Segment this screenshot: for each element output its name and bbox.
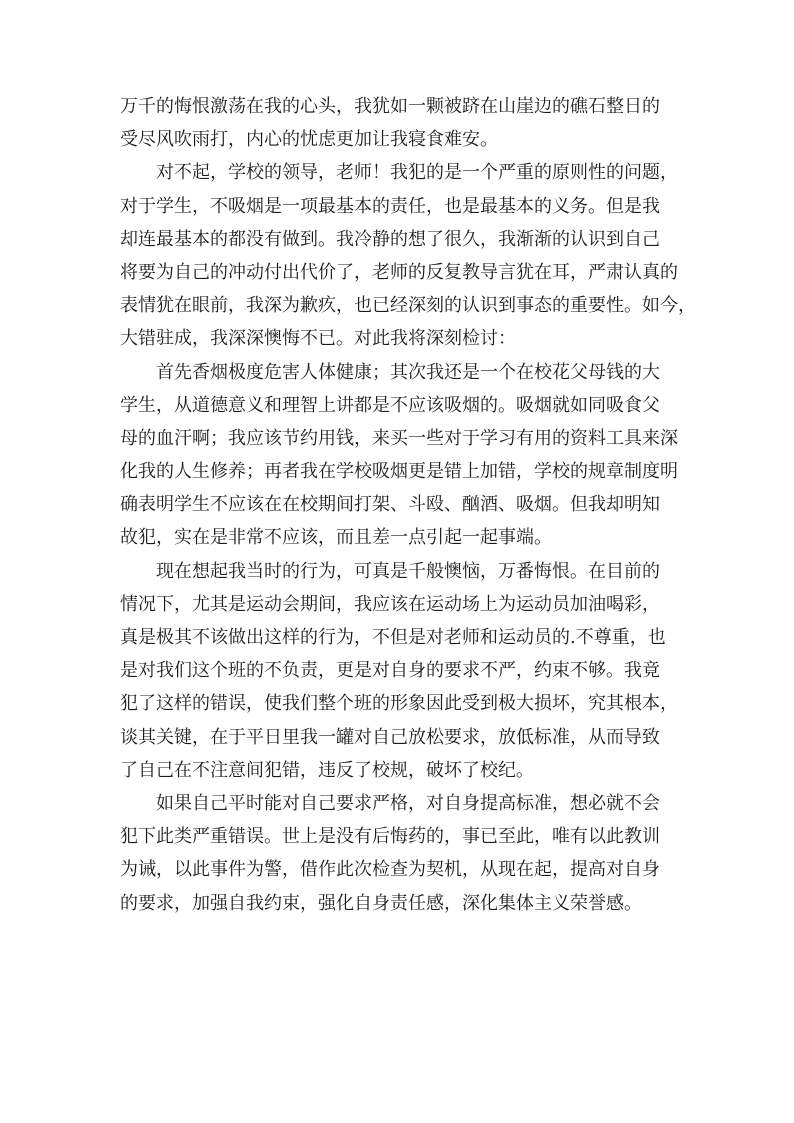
- paragraph-5: [120, 787, 680, 920]
- text-line: 万千的悔恨激荡在我的心头，我犹如一颗被跻在山崖边的礁石整日的: [120, 96, 660, 117]
- text-line: 学生，从道德意义和理智上讲都是不应该吸烟的。吸烟就如同吸食父: [120, 394, 660, 416]
- text-line: 首先香烟极度危害人体健康；其次我还是一个在校花父母钱的大: [156, 361, 660, 383]
- paragraph-4: [120, 555, 680, 787]
- text-line: 受尽风吹雨打，内心的忧虑更加让我寝食难安。: [120, 129, 498, 151]
- text-line: 如果自己平时能对自己要求严格，对自身提高标准，想必就不会: [156, 792, 660, 814]
- text-line: 真是极其不该做出这样的行为，不但是对老师和运动员的.不尊重，也: [120, 627, 666, 648]
- document-body: [120, 90, 696, 920]
- text-line: 了自己在不注意间犯错，违反了校规，破坏了校纪。: [120, 759, 534, 781]
- text-line: 现在想起我当时的行为，可真是千般懊恼，万番悔恨。在目前的: [156, 560, 660, 582]
- text-line: 的要求，加强自我约束，强化自身责任感，深化集体主义荣誉感。: [120, 892, 642, 914]
- text-line: 却连最基本的都没有做到。我冷静的想了很久，我渐渐的认识到自己: [120, 228, 660, 250]
- text-line: 对不起，学校的领导，老师！我犯的是一个严重的原则性的问题，: [156, 162, 678, 184]
- paragraph-1: [120, 90, 680, 156]
- text-line: 确表明学生不应该在在校期间打架、斗殴、酗酒、吸烟。但我却明知: [120, 494, 660, 516]
- paragraph-2: [120, 156, 696, 355]
- text-line: 故犯，实在是非常不应该，而且差一点引起一起事端。: [120, 527, 552, 549]
- text-line: 对于学生，不吸烟是一项最基本的责任，也是最基本的义务。但是我: [120, 195, 660, 217]
- text-line: 情况下，尤其是运动会期间，我应该在运动场上为运动员加油喝彩，: [120, 593, 660, 615]
- text-line: 大错驻成，我深深懊悔不已。对此我将深刻检讨：: [120, 328, 516, 350]
- text-line: 是对我们这个班的不负责，更是对自身的要求不严，约束不够。我竟: [120, 660, 660, 682]
- text-line: 谈其关键，在于平日里我一罐对自己放松要求，放低标准，从而导致: [120, 726, 660, 748]
- paragraph-3: [120, 356, 680, 555]
- text-line: 将要为自己的冲动付出代价了，老师的反复教导言犹在耳，严肃认真的: [120, 261, 678, 283]
- text-line: 表情犹在眼前，我深为歉疚，也已经深刻的认识到事态的重要性。如今，: [120, 295, 696, 317]
- text-line: 犯下此类严重错误。世上是没有后悔药的，事已至此，唯有以此教训: [120, 826, 660, 848]
- text-line: 为诫，以此事件为警，借作此次检查为契机，从现在起，提高对自身: [120, 859, 660, 881]
- text-line: 化我的人生修养；再者我在学校吸烟更是错上加错，学校的规章制度明: [120, 461, 678, 483]
- text-line: 母的血汗啊；我应该节约用钱，来买一些对于学习有用的资料工具来深: [120, 427, 678, 449]
- text-line: 犯了这样的错误，使我们整个班的形象因此受到极大损坏，究其根本，: [120, 693, 678, 715]
